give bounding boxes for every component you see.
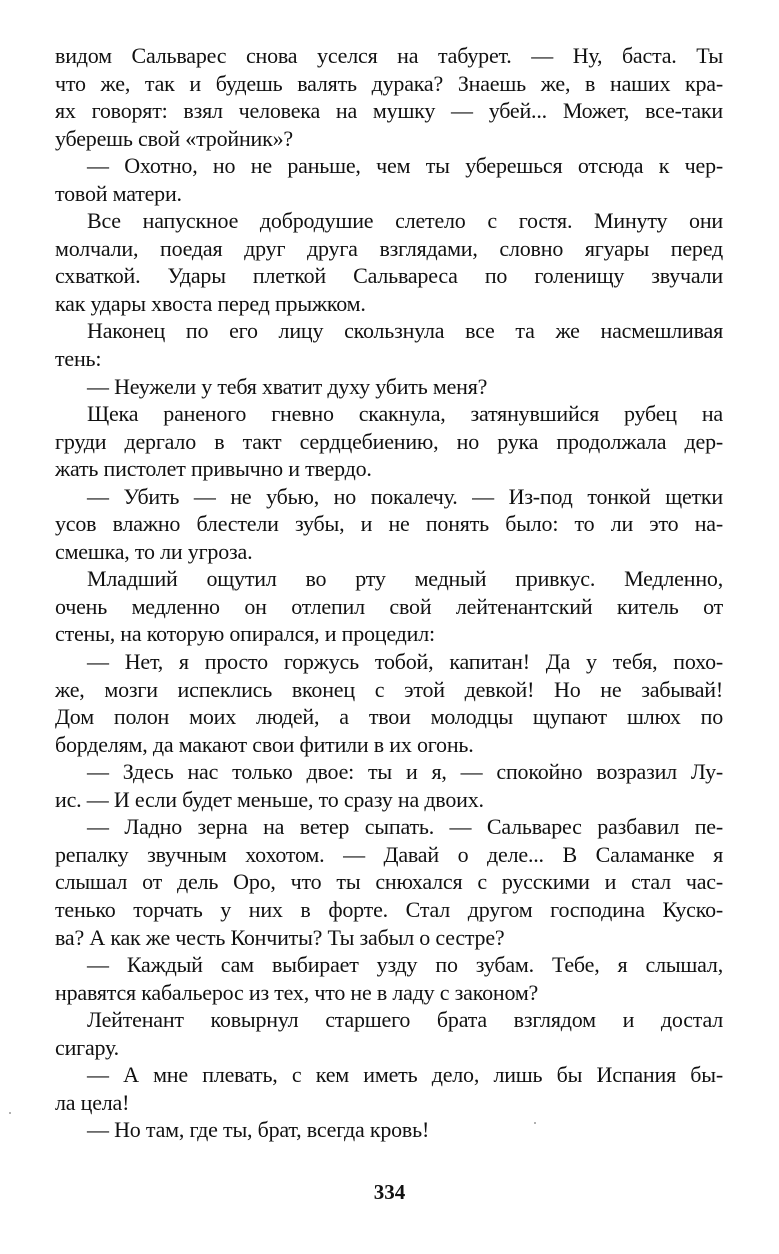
book-page-text <box>55 42 723 1144</box>
text-line: схваткой. Удары плеткой Сальвареса по голенищу звучали <box>55 263 723 289</box>
text-line: — Но там, где ты, брат, всегда кровь! <box>87 1117 430 1143</box>
text-line: Все напускное добродушие слетело с гостя. Минуту они <box>87 208 723 234</box>
text-line: — Убить — не убью, но покалечу. — Из-под тонкой щетки <box>87 483 723 509</box>
text-line: очень медленно он отлепил свой лейтенантский китель от <box>55 593 723 619</box>
paragraph <box>55 1061 723 1116</box>
text-line: репалку звучным хохотом. — Давай о деле... В Саламанке я <box>55 841 723 867</box>
page-number: 334 <box>373 1180 406 1204</box>
text-line: что же, так и будешь валять дурака? Знаешь же, в наших кра- <box>55 70 723 96</box>
paragraph <box>55 152 723 207</box>
text-line: жать пистолет привычно и твердо. <box>55 456 372 482</box>
text-line: видом Сальварес снова уселся на табурет. — Ну, баста. Ты <box>55 43 723 68</box>
text-line: как удары хвоста перед прыжком. <box>55 290 366 316</box>
text-line: Лейтенант ковырнул старшего брата взглядом и достал <box>87 1007 723 1033</box>
text-line: тенько торчать у них в форте. Стал другом господина Куско- <box>55 896 723 922</box>
text-line: груди дергало в такт сердцебиению, но рука продолжала дер- <box>55 428 723 454</box>
paragraph <box>55 1116 723 1144</box>
text-line: — Неужели у тебя хватит духу убить меня? <box>87 373 488 399</box>
text-line: сигару. <box>55 1034 119 1060</box>
text-line: — Здесь нас только двое: ты и я, — спокойно возразил Лу- <box>87 759 723 785</box>
text-line: стены, на которую опирался, и процедил: <box>55 621 435 647</box>
paragraph <box>55 400 723 483</box>
text-line: же, мозги испеклись вконец с этой девкой! Но не забывай! <box>55 676 723 702</box>
paragraph <box>55 207 723 317</box>
paragraph <box>55 483 723 566</box>
text-line: Щека раненого гневно скакнула, затянувшийся рубец на <box>87 401 723 427</box>
scan-speck <box>534 1122 536 1124</box>
text-line: усов влажно блестели зубы, и не понять было: то ли это на- <box>55 511 723 537</box>
text-line: смешка, то ли угроза. <box>55 538 253 564</box>
text-line: — Нет, я просто горжусь тобой, капитан! Да у тебя, похо- <box>87 649 723 675</box>
paragraph <box>55 758 723 813</box>
paragraph <box>55 813 723 951</box>
text-line: Наконец по его лицу скользнула все та же насмешливая <box>87 318 723 344</box>
text-line: — Ладно зерна на ветер сыпать. — Сальварес разбавил пе- <box>87 814 723 840</box>
text-line: Дом полон моих людей, а твои молодцы щупают шлюх по <box>55 704 723 730</box>
paragraph <box>55 951 723 1006</box>
text-line: Младший ощутил во рту медный привкус. Медленно, <box>87 566 723 592</box>
text-line: тень: <box>55 346 102 372</box>
paragraph <box>55 565 723 648</box>
text-line: ва? А как же честь Кончиты? Ты забыл о сестре? <box>55 924 505 950</box>
scan-speck <box>9 1112 11 1114</box>
paragraph <box>55 373 723 401</box>
text-line: — Каждый сам выбирает узду по зубам. Тебе, я слышал, <box>87 952 723 978</box>
text-line: борделям, да макают свои фитили в их огонь. <box>55 731 474 757</box>
paragraph <box>55 1006 723 1061</box>
text-line: ях говорят: взял человека на мушку — убей... Может, все-таки <box>55 98 723 124</box>
paragraph <box>55 42 723 152</box>
text-line: ис. — И если будет меньше, то сразу на двоих. <box>55 786 484 812</box>
text-line: уберешь свой «тройник»? <box>55 125 293 151</box>
paragraph <box>55 648 723 758</box>
text-line: слышал от дель Оро, что ты снюхался с русскими и стал час- <box>55 869 723 895</box>
text-line: молчали, поедая друг друга взглядами, словно ягуары перед <box>55 235 723 261</box>
text-line: — Охотно, но не раньше, чем ты уберешься отсюда к чер- <box>87 153 723 179</box>
paragraph <box>55 317 723 372</box>
text-line: — А мне плевать, с кем иметь дело, лишь бы Испания бы- <box>87 1062 723 1088</box>
text-line: ла цела! <box>55 1089 130 1115</box>
text-line: нравятся кабальерос из тех, что не в ладу с законом? <box>55 979 539 1005</box>
text-line: товой матери. <box>55 180 182 206</box>
